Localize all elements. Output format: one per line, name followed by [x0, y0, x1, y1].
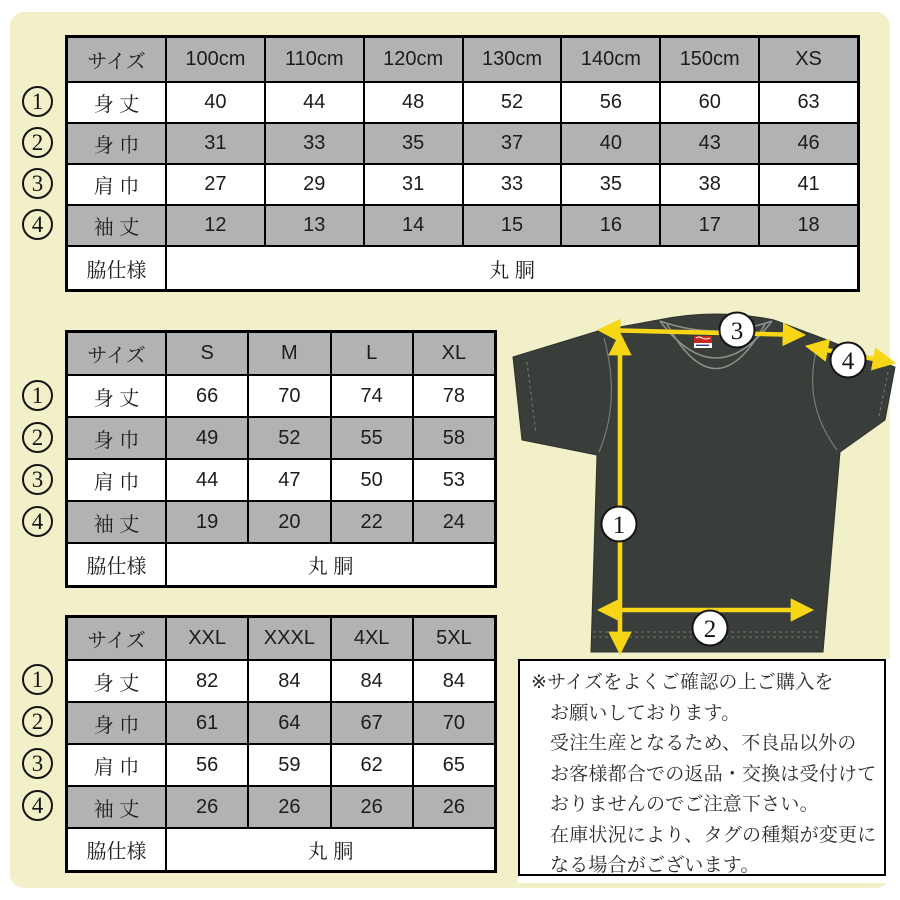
- measure-value-cell: 63: [760, 83, 857, 122]
- measure-value-cell: 44: [266, 83, 363, 122]
- row-marker-2: 2: [22, 706, 53, 737]
- measure-value-cell: 53: [414, 460, 494, 500]
- row-marker-3: 3: [22, 168, 53, 199]
- measure-value-cell: 38: [661, 165, 758, 204]
- measure-value-cell: 61: [167, 703, 247, 743]
- measure-value-cell: 70: [414, 703, 494, 743]
- measure-label-cell: 袖 丈: [68, 502, 165, 542]
- size-header-cell: M: [249, 333, 329, 374]
- measure-label-cell: 肩 巾: [68, 165, 165, 204]
- svg-text:3: 3: [730, 318, 744, 345]
- measure-value-cell: 49: [167, 418, 247, 458]
- measure-label-cell: 身 丈: [68, 83, 165, 122]
- measure-value-cell: 52: [464, 83, 561, 122]
- diagram-marker-2: [693, 611, 728, 646]
- size-header-cell: XL: [414, 333, 494, 374]
- row-marker-2: 2: [22, 422, 53, 453]
- row-marker-1: 1: [22, 86, 53, 117]
- diagram-marker-4: [831, 343, 866, 378]
- notice-line: おりませんのでご注意下さい。: [550, 794, 819, 815]
- size-column-header: サイズ: [68, 618, 165, 659]
- diagram-marker-3: [720, 313, 755, 348]
- measure-value-cell: 59: [249, 745, 329, 785]
- size-table-s-xl: [65, 330, 497, 588]
- side-spec-label-cell: 脇仕様: [68, 829, 165, 870]
- measure-value-cell: 17: [661, 206, 758, 245]
- side-spec-value-cell: 丸 胴: [167, 829, 494, 870]
- measure-value-cell: 22: [332, 502, 412, 542]
- size-header-cell: 5XL: [414, 618, 494, 659]
- notice-line: 在庫状況により、タグの種類が変更に: [550, 824, 877, 846]
- tshirt-measurement-diagram: [505, 306, 900, 662]
- measure-label-cell: 袖 丈: [68, 206, 165, 245]
- row-marker-3: 3: [22, 748, 53, 779]
- measure-value-cell: 19: [167, 502, 247, 542]
- row-marker-1: 1: [22, 664, 53, 695]
- row-marker-2: 2: [22, 127, 53, 158]
- size-header-cell: 4XL: [332, 618, 412, 659]
- measure-value-cell: 84: [249, 661, 329, 701]
- measure-value-cell: 35: [365, 124, 462, 163]
- measure-label-cell: 身 巾: [68, 124, 165, 163]
- neck-tag: [694, 336, 712, 348]
- measure-value-cell: 46: [760, 124, 857, 163]
- measure-value-cell: 55: [332, 418, 412, 458]
- size-header-cell: S: [167, 333, 247, 374]
- measure-value-cell: 64: [249, 703, 329, 743]
- size-header-cell: 100cm: [167, 38, 264, 81]
- size-header-cell: 150cm: [661, 38, 758, 81]
- measure-value-cell: 70: [249, 376, 329, 416]
- measure-value-cell: 29: [266, 165, 363, 204]
- size-column-header: サイズ: [68, 38, 165, 81]
- size-header-cell: XS: [760, 38, 857, 81]
- measure-label-cell: 身 巾: [68, 703, 165, 743]
- measure-value-cell: 35: [562, 165, 659, 204]
- measure-value-cell: 20: [249, 502, 329, 542]
- side-spec-label-cell: 脇仕様: [68, 247, 165, 289]
- size-header-cell: 140cm: [562, 38, 659, 81]
- measure-value-cell: 33: [266, 124, 363, 163]
- size-header-cell: L: [332, 333, 412, 374]
- side-spec-value-cell: 丸 胴: [167, 544, 494, 585]
- measure-value-cell: 58: [414, 418, 494, 458]
- size-header-cell: 120cm: [365, 38, 462, 81]
- measure-value-cell: 14: [365, 206, 462, 245]
- size-header-cell: XXXL: [249, 618, 329, 659]
- measure-value-cell: 50: [332, 460, 412, 500]
- measure-value-cell: 40: [562, 124, 659, 163]
- measure-value-cell: 33: [464, 165, 561, 204]
- row-marker-3: 3: [22, 464, 53, 495]
- notice-line: お願いしております。: [550, 702, 741, 724]
- svg-text:2: 2: [703, 616, 717, 643]
- measure-value-cell: 82: [167, 661, 247, 701]
- row-marker-4: 4: [22, 209, 53, 240]
- measure-value-cell: 56: [167, 745, 247, 785]
- svg-text:4: 4: [841, 348, 855, 375]
- measure-value-cell: 48: [365, 83, 462, 122]
- svg-text:1: 1: [612, 512, 626, 539]
- measure-value-cell: 84: [414, 661, 494, 701]
- row-marker-1: 1: [22, 380, 53, 411]
- measure-value-cell: 78: [414, 376, 494, 416]
- notice-line: ※サイズをよくご確認の上ご購入を: [531, 672, 834, 693]
- notice-line: お客様都合での返品・交換は受付けて: [550, 763, 877, 785]
- measure-value-cell: 43: [661, 124, 758, 163]
- measure-label-cell: 肩 巾: [68, 745, 165, 785]
- measure-label-cell: 身 巾: [68, 418, 165, 458]
- measure-label-cell: 身 丈: [68, 661, 165, 701]
- measure-value-cell: 18: [760, 206, 857, 245]
- size-header-cell: XXL: [167, 618, 247, 659]
- measure-label-cell: 肩 巾: [68, 460, 165, 500]
- measure-value-cell: 84: [332, 661, 412, 701]
- size-header-cell: 130cm: [464, 38, 561, 81]
- notice-line: 受注生産となるため、不良品以外の: [550, 733, 857, 754]
- measure-value-cell: 65: [414, 745, 494, 785]
- measure-value-cell: 26: [414, 787, 494, 827]
- measure-value-cell: 12: [167, 206, 264, 245]
- measure-value-cell: 52: [249, 418, 329, 458]
- measure-value-cell: 24: [414, 502, 494, 542]
- measure-value-cell: 60: [661, 83, 758, 122]
- notice-box: [518, 659, 893, 883]
- diagram-marker-1: [602, 507, 637, 542]
- measure-value-cell: 41: [760, 165, 857, 204]
- measure-value-cell: 44: [167, 460, 247, 500]
- measure-value-cell: 56: [562, 83, 659, 122]
- notice-text: [518, 659, 893, 882]
- row-marker-4: 4: [22, 790, 53, 821]
- measure-value-cell: 67: [332, 703, 412, 743]
- size-column-header: サイズ: [68, 333, 165, 374]
- size-table-kids-xs: [65, 35, 860, 292]
- measure-value-cell: 40: [167, 83, 264, 122]
- measure-value-cell: 26: [167, 787, 247, 827]
- measure-value-cell: 13: [266, 206, 363, 245]
- measure-value-cell: 15: [464, 206, 561, 245]
- row-marker-4: 4: [22, 506, 53, 537]
- size-table-xxl-5xl: [65, 615, 497, 873]
- measure-label-cell: 身 丈: [68, 376, 165, 416]
- measure-value-cell: 66: [167, 376, 247, 416]
- measure-value-cell: 26: [332, 787, 412, 827]
- measure-value-cell: 27: [167, 165, 264, 204]
- side-spec-value-cell: 丸 胴: [167, 247, 857, 289]
- measure-value-cell: 31: [365, 165, 462, 204]
- measure-value-cell: 26: [249, 787, 329, 827]
- measure-value-cell: 47: [249, 460, 329, 500]
- measure-value-cell: 31: [167, 124, 264, 163]
- measure-label-cell: 袖 丈: [68, 787, 165, 827]
- measure-value-cell: 62: [332, 745, 412, 785]
- measure-value-cell: 37: [464, 124, 561, 163]
- size-header-cell: 110cm: [266, 38, 363, 81]
- notice-line: なる場合がございます。: [550, 855, 760, 876]
- measure-value-cell: 74: [332, 376, 412, 416]
- measure-value-cell: 16: [562, 206, 659, 245]
- side-spec-label-cell: 脇仕様: [68, 544, 165, 585]
